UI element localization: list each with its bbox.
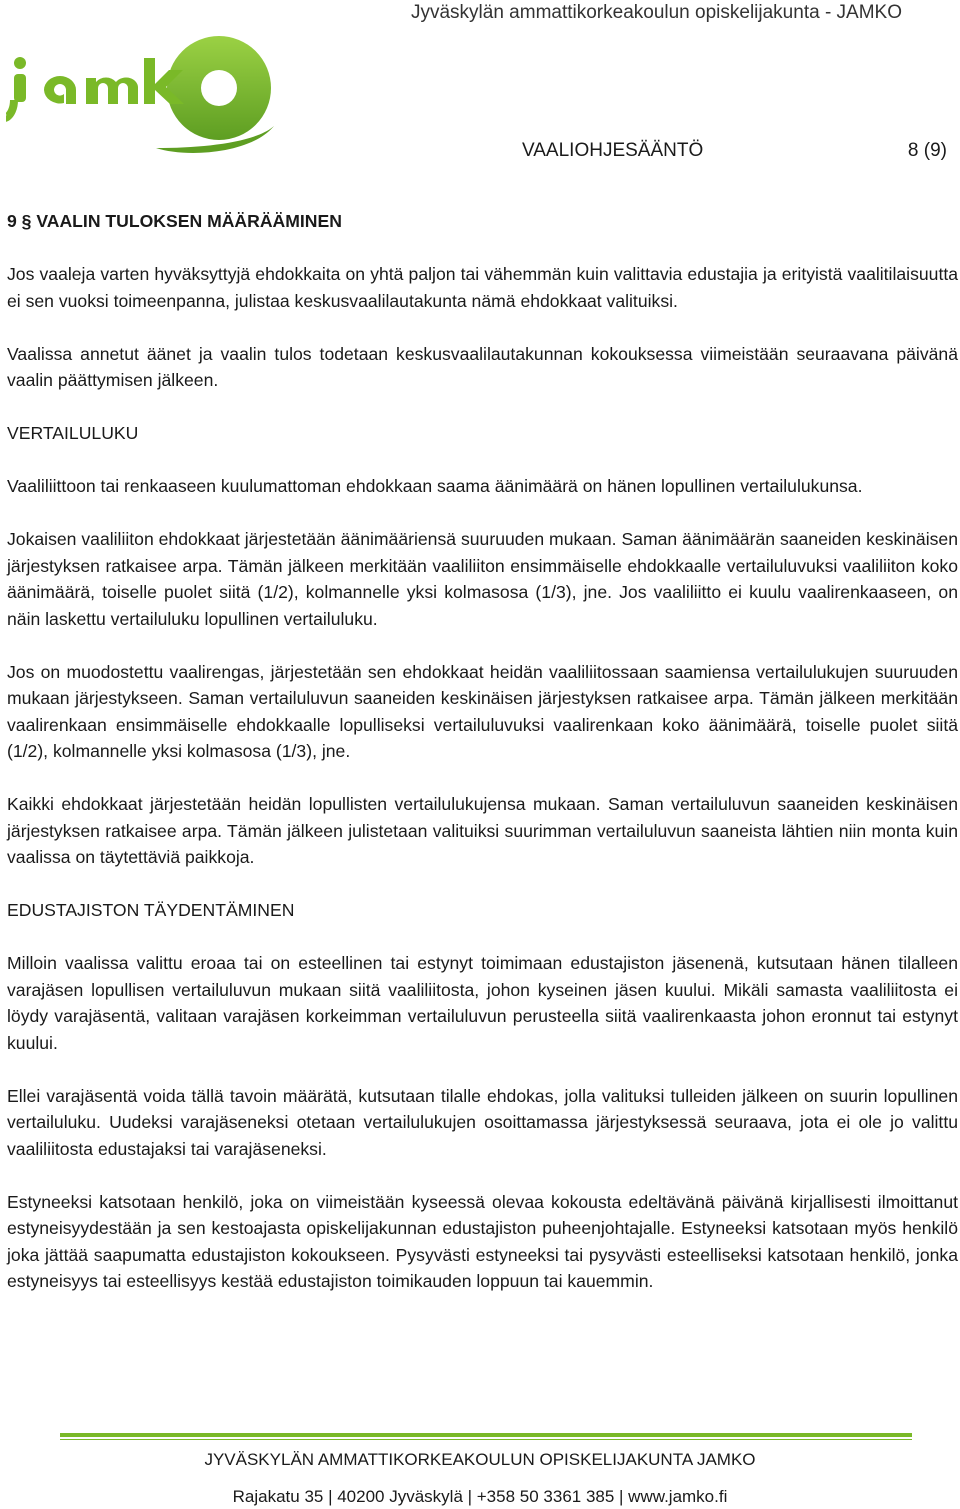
organization-header: Jyväskylän ammattikorkeakoulun opiskelijakunta - JAMKO (410, 2, 902, 23)
paragraph: Vaalissa annetut äänet ja vaalin tulos todetaan keskusvaalilautakunnan kokouksessa viimeistään seuraavana päivänä vaalin päättymisen jälkeen. (7, 343, 958, 390)
footer-organization: JYVÄSKYLÄN AMMATTIKORKEAKOULUN OPISKELIJAKUNTA JAMKO (204, 1450, 756, 1469)
paragraph: Jokaisen vaaliliiton ehdokkaat järjestetään äänimääriensä suuruuden mukaan. Saman äänimäärän saaneiden keskinäisen järjestyksen ratkaisee arpa. Tämän jälkeen merkitään vaaliliiton ensimmäiselle ehdokkaalle vertailuluvuksi vaaliliiton koko äänimäärä, toiselle puolet siitä (1/2), kolmannelle yksi kolmasosa (1/3), jne. Jos vaaliliitto ei kuulu vaalirenkaaseen, on näin laskettu vertailuluku lopullinen vertailuluku. (7, 529, 958, 629)
section-heading: 9 § VAALIN TULOKSEN MÄÄRÄÄMINEN (7, 211, 342, 231)
footer-divider (60, 1433, 912, 1440)
document-title: VAALIOHJESÄÄNTÖ (522, 140, 704, 161)
paragraph: Kaikki ehdokkaat järjestetään heidän lopullisten vertailulukujensa mukaan. Saman vertailuluvun saaneiden keskinäisen järjestyksen ratkaisee arpa. Tämän jälkeen julistetaan valituiksi suurimman vertailuluvun saaneista lähtien niin monta kuin vaalissa on täytettäviä paikkoja. (7, 794, 958, 867)
document-body (7, 208, 958, 1321)
page-number: 8 (9) (907, 140, 947, 161)
paragraph: Milloin vaalissa valittu eroaa tai on esteellinen tai estynyt toimimaan edustajiston jäsenenä, kutsutaan hänen tilalleen varajäsen lopullisen vertailuluvun mukaan siitä vaaliliitosta, johon kyseinen jäsen kuului. Mikäli samasta vaaliliitosta ei löydy varajäsentä, valitaan varajäsen korkeimman vertailuluvun perusteella siitä vaalirenkaasta johon eronnut tai estynyt kuului. (7, 953, 958, 1053)
paragraph: Jos vaaleja varten hyväksyttyjä ehdokkaita on yhtä paljon tai vähemmän kuin valittavia edustajia ja erityistä vaalitilaisuutta ei sen vuoksi toimeenpanna, julistaa keskusvaalilautakunta nämä ehdokkaat valituiksi. (7, 264, 958, 311)
footer-contact: Rajakatu 35 | 40200 Jyväskylä | +358 50 3361 385 | www.jamko.fi (232, 1487, 728, 1506)
subheading-edustajiston-taydentaminen: EDUSTAJISTON TÄYDENTÄMINEN (7, 900, 295, 920)
subheading-vertailuluku: VERTAILULUKU (7, 423, 139, 443)
paragraph: Estyneeksi katsotaan henkilö, joka on viimeistään kyseessä olevaa kokousta edeltävänä päivänä kirjallisesti ilmoittanut estyneisyydestään ja sen kestoajasta opiskelijakunnan edustajiston puheenjohtajalle. Estyneeksi katsotaan myös henkilö joka jättää saapumatta edustajiston kokoukseen. Pysyvästi estyneeksi tai pysyvästi esteelliseksi katsotaan henkilö, jonka estyneisyys tai esteellisyys kestää edustajiston toimikauden loppuun tai kauemmin. (7, 1191, 958, 1291)
paragraph: Jos on muodostettu vaalirengas, järjestetään sen ehdokkaat heidän vaaliliitossaan saamiensa vertailulukujen suuruuden mukaan järjestykseen. Saman vertailuluvun saaneiden keskinäisen järjestyksen ratkaisee arpa. Tämän jälkeen merkitään vaalirenkaan ensimmäiselle ehdokkaalle lopulliseksi vertailuluvuksi vaalirenkaan koko äänimäärä, toiselle puolet siitä (1/2), kolmannelle yksi kolmasosa (1/3), jne. (7, 661, 958, 761)
paragraph: Vaaliliittoon tai renkaaseen kuulumattoman ehdokkaan saama äänimäärä on hänen lopullinen vertailulukunsa. (7, 476, 863, 496)
jamko-logo (6, 30, 278, 156)
paragraph: Ellei varajäsentä voida tällä tavoin määrätä, kutsutaan tilalle ehdokas, jolla valituksi tulleiden jälkeen on suurin lopullinen vertailuluku. Uudeksi varajäseneksi otetaan vertailulukujen osoittamassa järjestyksessä seuraava, jota ei ole jo valittu vaaliliitosta edustajaksi tai varajäseneksi. (7, 1085, 958, 1159)
